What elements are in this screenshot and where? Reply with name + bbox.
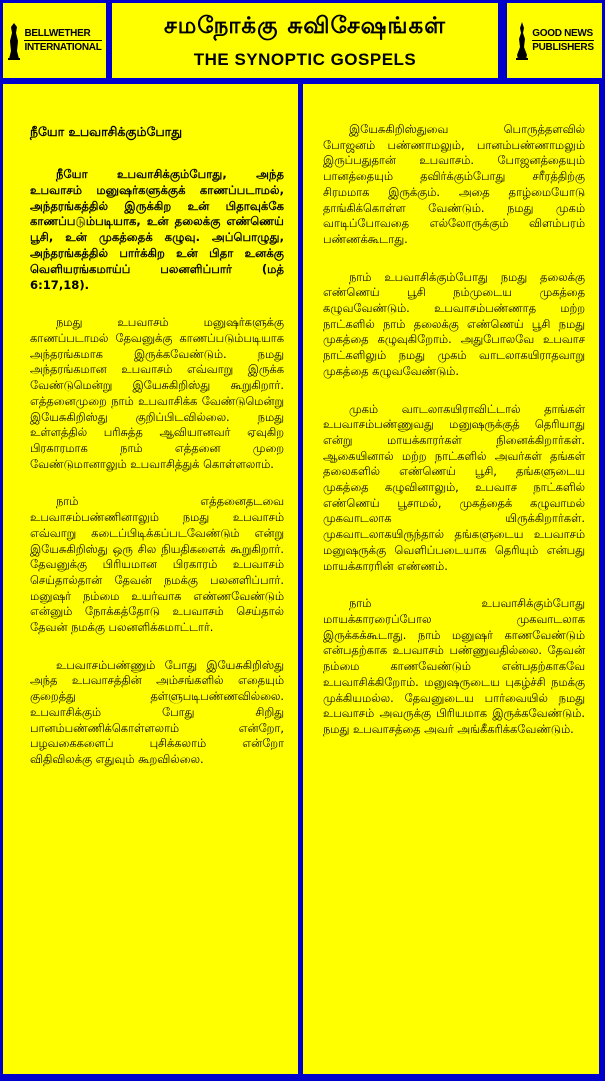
bellwether-logo [3,3,106,78]
page-title-english: THE SYNOPTIC GOSPELS [193,50,417,69]
left-paragraph-2: நாம் எத்தனைதடவை உபவாசம்பண்ணினாலும் நமது உபவாசம் எவ்வாறு கடைப்பிடிக்கப்படவேண்டும் என்று இயேசுகிறிஸ்து ஒரு சில நியதிகளைக் கூறுகிறார். தேவனுக்கு பிரியமான பிரகாரம் உபவாசம் செய்தால்தான் தேவன் நமக்கு பலனளிப்பார். மனுஷர் நம்மை உயர்வாக எண்ணவேண்டும் என்னும் நோக்கத்தோடு உபவாசம் செய்தால் தேவன் நமக்கு பலனளிக்கமாட்டார். [30,494,284,635]
right-paragraph-1: இயேசுகிறிஸ்துவை பொருத்தளவில் போஜனம் பண்ணாமலும், பானம்பண்ணாமலும் இருப்பதுதான் உபவாசம். போஜனத்தையும் பானத்தையும் தவிர்க்கும்போது சரீரத்திற்கு சிரமமாக இருக்கும். அதை தாழ்மையோடு தாங்கிக்கொள்ள வேண்டும். நமது முகம் வாடிப்போவதை எல்லோருக்கும் விளம்பரம் பண்ணக்கூடாது. [323,122,585,246]
section-heading: நீயோ உபவாசிக்கும்போது [30,124,183,139]
logo-left-line1: BELLWETHER [24,27,101,41]
right-paragraph-4: நாம் உபவாசிக்கும்போது மாயக்காரரைப்போல முகவாடலாக இருக்கக்கூடாது. நாம் மனுஷர் காணவேண்டும் என்பதற்காக உபவாசம் பண்ணுவதில்லை. தேவன் நம்மை காணவேண்டும் என்பதற்காகவே உபவாசிக்கிறோம். மனுஷருடைய புகழ்ச்சி நமக்கு முக்கியமல்ல. தேவனுடைய பார்வையில் நமது உபவாசம் அவருக்கு பிரியமாக இருக்கவேண்டும். நமது உபவாசத்தை அவர் அங்கீகரிக்கவேண்டும். [323,596,585,736]
verse-quote: நீயோ உபவாசிக்கும்போது, அந்த உபவாசம் மனுஷர்களுக்குக் காணப்படாமல், அந்தரங்கத்தில் இருக்கிற உன் பிதாவுக்கே காணப்படும்படியாக, உன் தலைக்கு எண்ணெய் பூசி, உன் முகத்தைக் கழுவு. அப்பொழுது, அந்தரங்கத்தில் பார்க்கிற உன் பிதா உனக்கு வெளியரங்கமாய்ப் பலனளிப்பார் (மத் 6:17,18). [30,167,284,292]
lamp-icon [515,21,529,61]
right-column [303,84,599,1074]
page-header [3,3,602,78]
sheep-icon [7,21,21,61]
right-paragraph-3: முகம் வாடலாகயிராவிட்டால் தாங்கள் உபவாசம்பண்ணுவது மனுஷருக்குத் தெரியாது என்று மாயக்காரர்கள் நினைக்கிறார்கள். ஆகையினால் மற்ற நாட்களில் அவர்கள் தங்கள் தலைகளில் எண்ணெய் பூசி, தங்களுடைய முகத்தை கழுவினாலும், உபவாச நாட்களில் எண்ணெய் பூசாமல், முகத்தைக் கழுவாமல் முகவாடலாக யிருக்கிறார்கள். முகவாடலாகயிருந்தால் தங்களுடைய உபவாசம் மனுஷருக்கு வெளிப்படையாக தெரியும் என்பது மாயக்காரரின் எண்ணம். [323,401,585,573]
left-column [3,84,298,1074]
logo-right-line2: PUBLISHERS [532,42,594,53]
good-news-logo [507,3,602,78]
right-paragraph-2: நாம் உபவாசிக்கும்போது நமது தலைக்கு எண்ணெய் பூசி நம்முடைய முகத்தை கழுவவேண்டும். உபவாசம்பண்ணாத மற்ற நாட்களில் நாம் தலைக்கு எண்ணெய் பூசி நமது முகத்தை கழுவுகிறோம். அதுபோலவே உபவாச நாட்களிலும் நமது முகம் வாடலாகயிராதவாறு முகத்தை கழுவவேண்டும். [323,269,585,378]
logo-right-line1: GOOD NEWS [532,28,593,39]
title-box [112,3,498,78]
left-paragraph-1: நமது உபவாசம் மனுஷர்களுக்கு காணப்படாமல் தேவனுக்கு காணப்படும்படியாக அந்தரங்கமாக இருக்கவேண்டும். நமது அந்தரங்கமான உபவாசம் எவ்வாறு இருக்க வேண்டுமென்று இயேசுகிறிஸ்து கூறுகிறார். எத்தனைமுறை நாம் உபவாசிக்க வேண்டுமென்று இயேசுகிறிஸ்து குறிப்பிடவில்லை. நமது உள்ளத்தில் பரிசுத்த ஆவியானவர் ஏவுகிற பிரகாரமாக நாம் எத்தனை முறை வேண்டுமானாலும் உபவாசித்துக் கொள்ளலாம். [30,315,284,471]
left-paragraph-3: உபவாசம்பண்ணும் போது இயேசுகிறிஸ்து அந்த உபவாசத்தின் அம்சங்களில் எதையும் குறைத்து தள்ளுபடிபண்ணவில்லை. உபவாசிக்கும் போது சிறிது பானம்பண்ணிக்கொள்ளலாம் என்றோ, பழவகைகளைப் புசிக்கலாம் என்றோ விதிவிலக்கு எதுவும் கூறவில்லை. [30,657,284,766]
page-title-tamil: சமநோக்கு சுவிசேஷங்கள் [164,13,446,39]
logo-left-line2: INTERNATIONAL [24,42,102,53]
